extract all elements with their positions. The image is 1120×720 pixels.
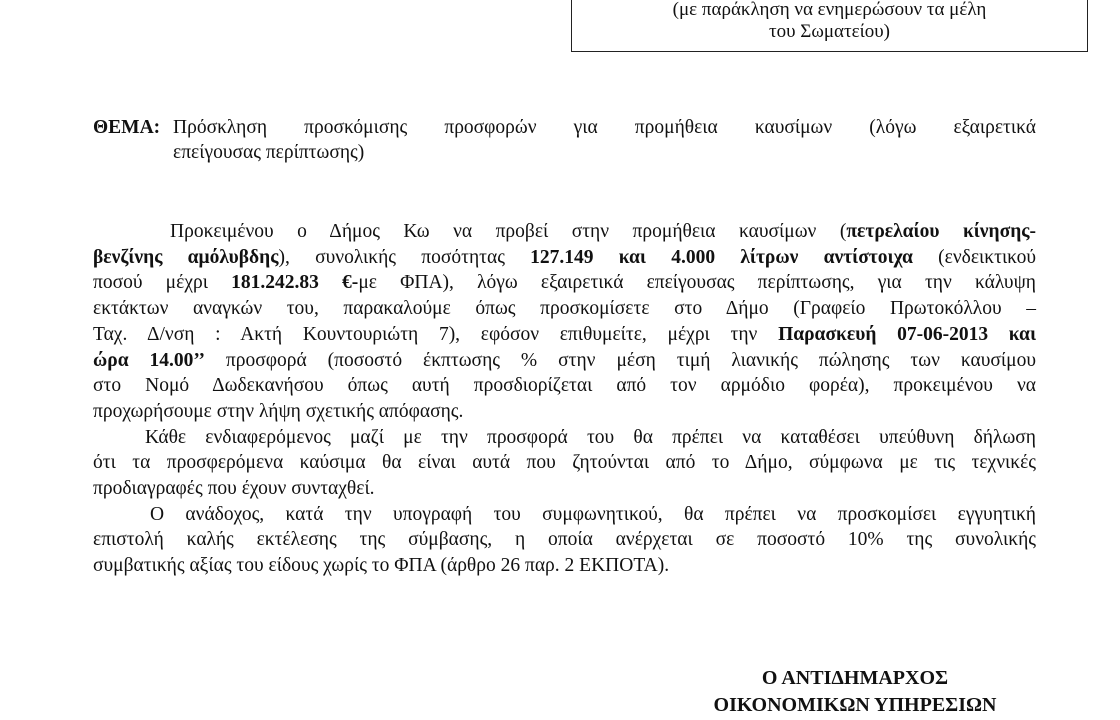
subject-text-line-1: Πρόσκληση προσκόμισης προσφορών για προμήθεια καυσίμων (λόγω εξαιρετικά: [173, 117, 1036, 138]
paragraph-line: ποσού μέχρι 181.242.83 €-με ΦΠΑ), λόγω εξαιρετικά επείγουσας περίπτωσης, για την κάλυψη: [93, 272, 1036, 294]
paragraph-line: Προκειμένου ο Δήμος Κω να προβεί στην προμήθεια καυσίμων (πετρελαίου κίνησης-: [170, 221, 1036, 242]
subject-section: [93, 115, 1036, 165]
paragraph-line: βενζίνης αμόλυβδης), συνολικής ποσότητας 127.149 και 4.000 λίτρων αντίστοιχα (ενδεικτικού: [93, 246, 1036, 268]
paragraph-line: προχωρήσουμε στην λήψη σχετικής απόφασης.: [93, 400, 464, 422]
paragraph-request: [93, 219, 1036, 425]
recipient-box: [571, 0, 1088, 52]
paragraph-line: Κάθε ενδιαφερόμενος μαζί με την προσφορά του θα πρέπει να καταθέσει υπεύθυνη δήλωση: [145, 426, 1036, 448]
paragraph-line: Ο ανάδοχος, κατά την υπογραφή του συμφωνητικού, θα πρέπει να προσκομίσει εγγυητική: [150, 503, 1036, 525]
paragraph-line: στο Νομό Δωδεκανήσου όπως αυτή προσδιορίζεται από τον αρμόδιο φορέα), προκειμένου να: [93, 375, 1036, 397]
subject-text-line-2: επείγουσας περίπτωσης): [173, 142, 365, 163]
paragraph-line: ώρα 14.00’’ προσφορά (ποσοστό έκπτωσης % στην μέση τιμή λιανικής πώλησης των καυσίμου: [93, 349, 1036, 371]
paragraph-line: επιστολή καλής εκτέλεσης της σύμβασης, η οποία ανέρχεται σε ποσοστό 10% της συνολικής: [93, 529, 1036, 551]
paragraph-declaration: [93, 425, 1036, 502]
paragraph-line: ότι τα προσφερόμενα καύσιμα θα είναι αυτά που ζητούνται από το Δήμο, σύμφωνα με τις τεχνικές: [93, 452, 1036, 474]
letter-body: [93, 219, 1036, 579]
subject-label: ΘΕΜΑ:: [93, 117, 161, 138]
paragraph-line: Ταχ. Δ/νση : Ακτή Κουντουριώτη 7), εφόσον επιθυμείτε, μέχρι την Παρασκευή 07-06-2013 και: [93, 323, 1036, 345]
signature-block: [660, 665, 1050, 719]
paragraph-line: συμβατικής αξίας του είδους χωρίς το ΦΠΑ (άρθρο 26 παρ. 2 ΕΚΠΟΤΑ).: [93, 555, 670, 577]
recipient-note-line-1: (με παράκληση να ενημερώσουν τα μέλη: [672, 0, 987, 20]
recipient-note-line-2: του Σωματείου): [769, 21, 890, 42]
paragraph-line: εκτάκτων αναγκών του, παρακαλούμε όπως προσκομίσετε στο Δήμο (Γραφείο Πρωτοκόλλου –: [93, 298, 1036, 320]
signature-title: Ο ΑΝΤΙΔΗΜΑΡΧΟΣ: [761, 667, 949, 689]
paragraph-line: προδιαγραφές που έχουν συνταχθεί.: [93, 478, 375, 500]
signature-department: ΟΙΚΟΝΟΜΙΚΩΝ ΥΠΗΡΕΣΙΩΝ: [713, 694, 997, 716]
paragraph-guarantee: [93, 502, 1036, 579]
